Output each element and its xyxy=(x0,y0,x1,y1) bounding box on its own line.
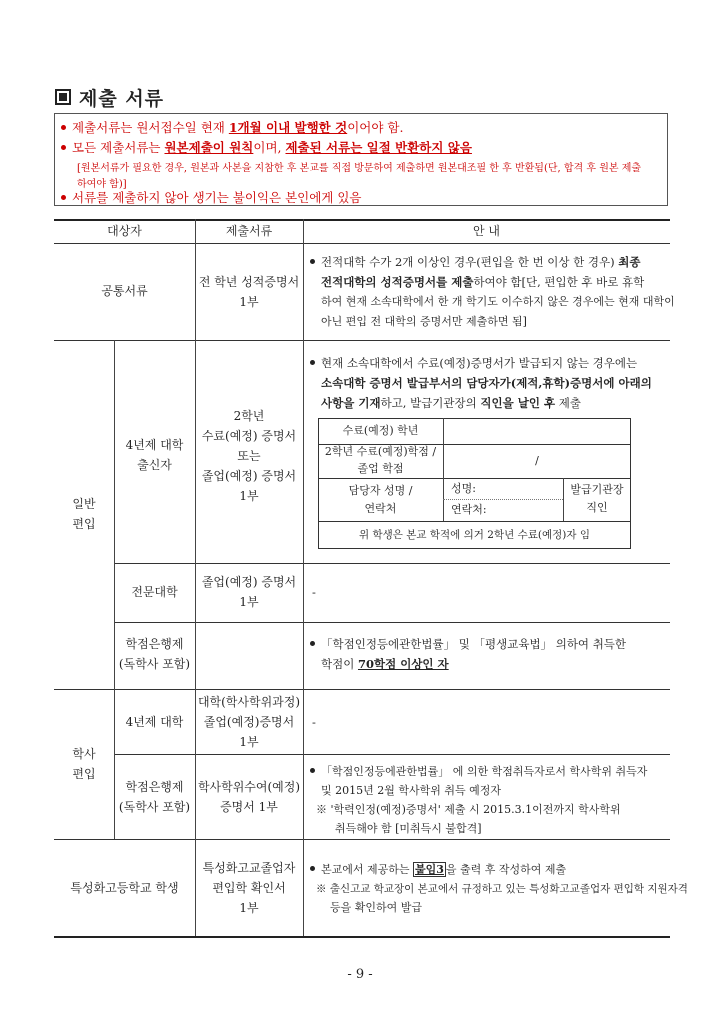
univ4-doc: 수료(예정) 증명서 xyxy=(201,429,297,443)
univ4-guide-3: 사항을 기재하고, 발급기관장의 직인을 날인 후 제출 xyxy=(321,396,581,410)
bachelor-credit-doc: 학사학위수여(예정) xyxy=(197,780,301,794)
univ4-target: 4년제 대학 xyxy=(125,438,184,452)
form-credits-value: / xyxy=(535,454,539,467)
bullet-icon xyxy=(310,641,315,646)
common-doc-count: 1부 xyxy=(239,295,259,309)
general-transfer-label: 일반 xyxy=(72,497,96,511)
univ4-doc: 졸업(예정) 증명서 xyxy=(201,469,297,483)
header-documents: 제출서류 xyxy=(225,224,273,238)
special-guide-3: 등을 확인하여 발급 xyxy=(330,901,423,914)
table-rule xyxy=(114,563,670,564)
common-target: 공통서류 xyxy=(101,284,148,298)
special-doc: 편입학 확인서 xyxy=(212,881,286,895)
bachelor-credit-doc-count: 증명서 1부 xyxy=(220,800,278,814)
credit-target: 학점은행제 xyxy=(125,637,184,651)
bullet-icon xyxy=(61,145,66,150)
bachelor-univ4-guide: - xyxy=(312,715,316,729)
univ4-guide-1: 현재 소속대학에서 수료(예정)증명서가 발급되지 않는 경우에는 xyxy=(310,353,637,373)
common-guide-3: 하여 현재 소속대학에서 한 개 학기도 이수하지 않은 경우에는 현재 대학이 xyxy=(321,295,675,308)
univ4-doc: 또는 xyxy=(237,449,261,463)
table-bottom-rule xyxy=(54,936,670,938)
table-col-rule xyxy=(303,219,304,936)
bullet-icon xyxy=(310,768,315,773)
univ4-target-2: 출신자 xyxy=(137,458,172,472)
special-doc: 1부 xyxy=(239,901,259,915)
form-name-field: 성명: xyxy=(451,482,476,495)
general-transfer-label-2: 편입 xyxy=(72,517,96,531)
common-guide-2: 전적대학의 성적증명서를 제출하여야 함[단, 편입한 후 바로 휴학 xyxy=(321,275,645,289)
bullet-icon xyxy=(310,259,315,264)
bullet-icon xyxy=(310,866,315,871)
special-guide-1: 본교에서 제공하는 붙임3 을 출력 후 작성하여 제출 xyxy=(310,860,566,880)
credit-guide-1: 「학점인정등에관한법률」 및 「평생교육법」 의하여 취득한 xyxy=(310,634,626,654)
notice-box xyxy=(54,113,668,206)
header-target: 대상자 xyxy=(107,224,142,238)
junior-guide: - xyxy=(312,585,316,599)
univ4-doc: 2학년 xyxy=(233,409,265,423)
bullet-icon xyxy=(310,360,315,365)
table-rule xyxy=(54,689,670,690)
bachelor-credit-guide-2: 및 2015년 2월 학사학위 취득 예정자 xyxy=(321,784,501,797)
univ4-doc: 1부 xyxy=(239,489,259,503)
common-guide-1: 전적대학 수가 2개 이상인 경우(편입을 한 번 이상 한 경우) 최종 xyxy=(310,252,640,272)
junior-target: 전문대학 xyxy=(131,585,178,599)
table-rule xyxy=(114,754,670,755)
section-title-text: 제출 서류 xyxy=(79,88,165,110)
credit-guide-2: 학점이 70학점 이상인 자 xyxy=(321,657,449,671)
common-guide-4: 아닌 편입 전 대학의 증명서만 제출하면 됨] xyxy=(321,315,527,328)
form-contact-field: 연락처: xyxy=(451,503,487,516)
form-credits-label: 2학년 수료(예정)학점 / xyxy=(324,445,437,458)
table-rule xyxy=(54,839,670,840)
bullet-icon xyxy=(61,125,66,130)
form-staff-label-2: 연락처 xyxy=(364,502,397,515)
common-doc: 전 학년 성적증명서 xyxy=(198,275,300,289)
special-target: 특성화고등학교 학생 xyxy=(70,881,179,895)
bachelor-transfer-label-2: 편입 xyxy=(72,767,96,781)
junior-doc-count: 1부 xyxy=(239,595,259,609)
form-grade-label: 수료(예정) 학년 xyxy=(342,424,419,437)
table-rule xyxy=(54,340,670,341)
univ4-guide-2: 소속대학 증명서 발급부서의 담당자가(제적,휴학)증명서에 아래의 xyxy=(321,376,652,390)
bachelor-univ4-doc: 1부 xyxy=(239,735,259,749)
table-header-rule xyxy=(54,243,670,244)
bachelor-credit-guide-4: 취득해야 함 [미취득시 불합격] xyxy=(335,822,482,835)
bullet-icon xyxy=(61,195,66,200)
notice-line-3a: [원본서류가 필요한 경우, 원본과 사본을 지참한 후 본교를 직접 방문하여 제출하면 원본대조필 한 후 반환됨(단, 합격 후 원본 제출 xyxy=(77,163,642,174)
bachelor-credit-guide-1: 「학점인정등에관한법률」 에 의한 학점취득자로서 학사학위 취득자 xyxy=(310,762,647,782)
bachelor-credit-guide-3: ※ '학력인정(예정)증명서' 제출 시 2015.3.1이전까지 학사학위 xyxy=(316,803,621,816)
bachelor-univ4-target: 4년제 대학 xyxy=(125,715,184,729)
form-staff-label: 담당자 성명 / xyxy=(348,484,413,497)
bachelor-univ4-doc: 졸업(예정)증명서 xyxy=(203,715,295,729)
form-statement: 위 학생은 본교 학적에 의거 2학년 수료(예정)자 임 xyxy=(359,529,590,541)
section-title xyxy=(55,84,164,111)
form-seal-label: 발급기관장 xyxy=(570,483,624,496)
credit-target-2: (독학사 포함) xyxy=(118,657,191,671)
table-rule xyxy=(114,622,670,623)
notice-line-3b: 하여야 함)] xyxy=(77,179,127,190)
notice-line-4: 서류를 제출하지 않아 생기는 불이익은 본인에게 있음 xyxy=(61,188,362,206)
page-number: - 9 - xyxy=(347,967,373,982)
attachment-ref: 붙임3 xyxy=(415,863,444,876)
bachelor-credit-target-2: (독학사 포함) xyxy=(118,800,191,814)
special-guide-2: ※ 출신고교 학교장이 본교에서 규정하고 있는 특성화고교졸업자 편입학 지원자격 xyxy=(316,883,688,895)
header-guide: 안 내 xyxy=(473,224,500,238)
notice-line-1: 제출서류는 원서접수일 현재 1개월 이내 발행한 것이어야 함. xyxy=(61,118,403,136)
special-doc: 특성화고교졸업자 xyxy=(202,861,296,875)
form-seal-label-2: 직인 xyxy=(586,501,608,514)
bachelor-univ4-doc: 대학(학사학위과정) xyxy=(197,695,301,709)
bachelor-transfer-label: 학사 xyxy=(72,747,96,761)
notice-line-2: 모든 제출서류는 원본제출이 원칙이며, 제출된 서류는 일절 반환하지 않음 xyxy=(61,138,472,156)
square-bullet-icon xyxy=(55,89,71,105)
form-credits-label-2: 졸업 학점 xyxy=(357,462,404,475)
bachelor-credit-target: 학점은행제 xyxy=(125,780,184,794)
junior-doc: 졸업(예정) 증명서 xyxy=(201,575,297,589)
